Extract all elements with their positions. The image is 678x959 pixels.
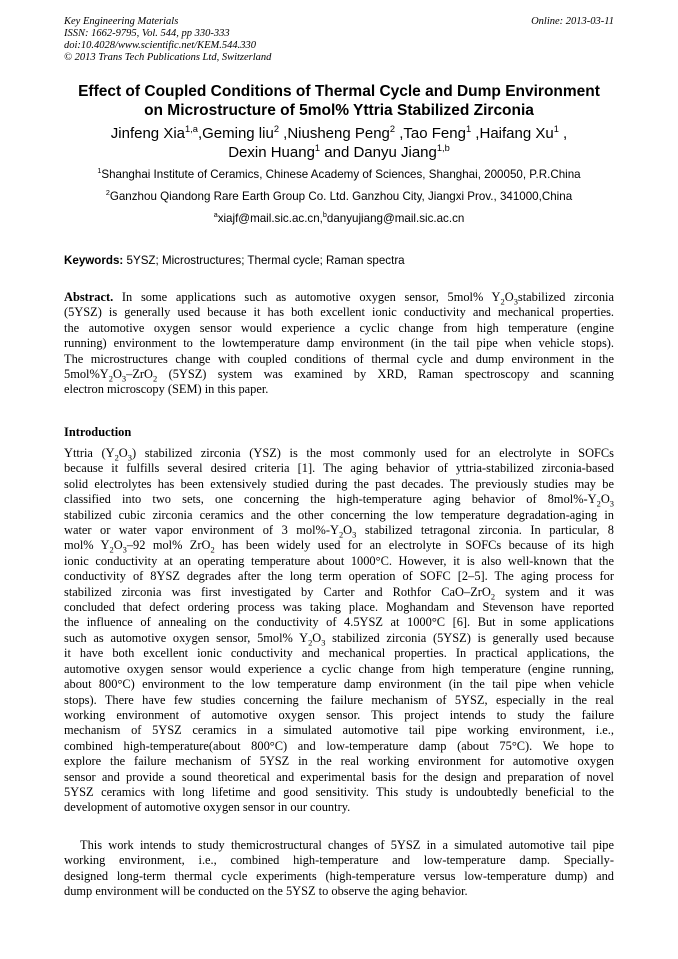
paper-title: [40, 82, 638, 120]
text-line: the automotive oxygen sensor would experience a cyclic change from high temperature (engine: [64, 320, 614, 335]
author-affil-mark: 1,b: [436, 143, 450, 153]
text-line: automotive oxygen sensor would experience a cyclic change from high temperature (engine running,: [64, 661, 614, 676]
text-line: stops). There have few studies concerning the failure mechanism of 5YSZ, especially in the real: [64, 692, 614, 707]
keywords: [64, 254, 614, 268]
text-line: The microstructures change with coupled conditions of thermal cycle and dump environment in the: [64, 351, 614, 366]
affiliation-text: Shanghai Institute of Ceramics, Chinese Academy of Sciences, Shanghai, 200050, P.R.China: [101, 168, 581, 181]
text-line: concluded that defect ordering process was taking place. Moghandam and Stevenson have reported: [64, 600, 614, 615]
author-affil-mark: 2: [389, 124, 396, 134]
author-affil-mark: 1: [465, 124, 472, 134]
affiliation-text: Ganzhou Qiandong Rare Earth Group Co. Ltd. Ganzhou City, Jiangxi Prov., 341000,China: [109, 190, 573, 203]
author-name: Haifang Xu: [479, 125, 554, 142]
author-separator: ,: [471, 125, 480, 142]
author-affil-mark: 1: [553, 124, 559, 134]
text-line: designed long-term thermal cycle experiments (high-temperature versus low-temperature dump) and: [64, 868, 614, 883]
online-date: Online: 2013-03-11: [531, 16, 614, 27]
author-name: Tao Feng: [403, 125, 466, 142]
text-line: development of automotive oxygen sensor in our country.: [64, 800, 351, 815]
author-name: Dexin Huang: [228, 144, 315, 161]
title-line-1: Effect of Coupled Conditions of Thermal Cycle and Dump Environment: [78, 83, 600, 100]
author-affil-mark: 1,a: [185, 124, 198, 134]
abstract-label: Abstract.: [64, 290, 114, 304]
text-line: $5mol\%Y_2O_3-ZrO_2$ (5YSZ) system was examined by XRD, Raman spectroscopy and scanning: [64, 367, 614, 384]
text-line: dump environment will be conducted on the 5YSZ to observe the aging behavior.: [64, 884, 468, 899]
author-name: Jinfeng Xia: [110, 125, 185, 142]
text-line: such as automotive oxygen sensor, 5mol% $Y_2O_3$ stabilized zirconia (5YSZ) is generally used because: [64, 630, 614, 648]
affiliation-number: 2: [105, 188, 110, 198]
text-line: electron microscopy (SEM) in this paper.: [64, 382, 269, 397]
keywords-label: Keywords:: [64, 254, 124, 267]
text-line: explore the failure mechanism of 5YSZ in the real working environment for automotive oxygen: [64, 754, 614, 769]
email-link[interactable]: xiajf@mail.sic.ac.cn,: [217, 212, 323, 225]
author-line-1: [40, 124, 638, 143]
email-mark: b: [322, 210, 327, 220]
author-name: Geming liu: [202, 125, 274, 142]
text-line: the influence of annealing on the conductivity of 4.5YSZ at 1000°C [6]. But in some applications: [64, 615, 614, 630]
author-separator: ,: [395, 125, 404, 142]
journal-name: Key Engineering Materials: [64, 16, 179, 27]
journal-doi: doi:10.4028/www.scientific.net/KEM.544.330: [64, 40, 256, 51]
author-name: Niusheng Peng: [287, 125, 390, 142]
introduction-paragraph-2: [64, 838, 614, 900]
journal-copyright: © 2013 Trans Tech Publications Ltd, Switzerland: [64, 52, 272, 63]
text-line: solid electrolytes has been extensively studied during the past decades. The previously studies may be: [64, 476, 614, 491]
affiliation-number: 1: [97, 166, 102, 176]
text-line: running) environment to the lowtemperature damp environment (in the tail pipe when vehicle stops).: [64, 336, 614, 351]
author-list: [40, 124, 638, 162]
text-line: Abstract. In some applications such as automotive oxygen sensor, 5mol% $Y_2O_3stabilized$ zirconia: [64, 290, 615, 307]
text-line: Yttria $(Y_2O_3)$ stabilized zirconia (YSZ) is the most commonly used for an electrolyte in SOFCs: [64, 446, 614, 463]
affiliation-2: [40, 190, 638, 204]
author-line-2: [40, 143, 638, 162]
email-link[interactable]: danyujiang@mail.sic.ac.cn: [326, 212, 465, 225]
author-emails: [40, 212, 638, 226]
author-separator: ,: [197, 125, 203, 142]
text-line: sensor and provide a sound theoretical and experimental basis for the design and preparation of novel: [64, 769, 614, 784]
affiliation-1: [40, 168, 638, 182]
text-line: working environment of automotive oxygen sensor. This project intends to study the failure: [64, 707, 614, 722]
text-line: classified into two sets, one concerning the high-temperature aging behavior of $8mol\%-Y_2O_3$: [64, 492, 614, 509]
text-line: stabilized cubic zirconia ceramics and the other concerning the low temperature degradation-aging in: [64, 507, 614, 522]
text-line: mol% $Y_2O_3-92$ mol% ZrO$_2$ has been widely used for an electrolyte in SOFCs because of its high: [64, 538, 614, 555]
text-line: it have both excellent ionic conductivity and mechanical properties. In practical applications, the: [64, 646, 614, 661]
text-line: conductivity of 8YSZ degrades after the long term operation of SOFC [2–5]. The aging process for: [64, 569, 614, 584]
author-separator: ,: [278, 125, 288, 142]
text-line: 5YSZ ceramics with long lifetime and good sensitivity. This study is undoubtedly beneficial to the: [64, 784, 614, 799]
title-line-2: on Microstructure of 5mol% Yttria Stabilized Zirconia: [144, 102, 534, 119]
text-line: stabilized zirconia was first investigated by Carter and Rothfor CaO–ZrO$_2$ system and it was: [64, 584, 615, 602]
text-line: This work intends to study themicrostructural changes of 5YSZ in a simulated automotive tail pipe: [80, 838, 614, 852]
introduction-paragraph-1: [64, 446, 614, 816]
author-affil-mark: 1: [314, 143, 321, 153]
section-heading-introduction: Introduction: [64, 425, 132, 439]
text-line: working environment, i.e., combined high-temperature and low-temperature damp. Specially-: [64, 853, 614, 868]
text-line: ionic conductivity at an operating temperature about 1000°C. However, it is also well-known that the: [64, 553, 614, 568]
keywords-text: 5YSZ; Microstructures; Thermal cycle; Raman spectra: [126, 254, 405, 267]
author-separator: ,: [558, 125, 568, 142]
author-separator: and: [320, 144, 354, 161]
text-line: (5YSZ) is generally used because it has both excellent ionic conductivity and mechanical properties.: [64, 305, 614, 320]
email-mark: a: [213, 210, 218, 220]
journal-header: [64, 16, 271, 64]
abstract: [64, 290, 614, 398]
text-line: mechanism of 5YSZ ceramics in a simulated automotive tail pipe working environment, i.e.,: [64, 723, 614, 738]
author-name: Danyu Jiang: [353, 144, 437, 161]
journal-issn: ISSN: 1662-9795, Vol. 544, pp 330-333: [64, 28, 230, 39]
text-line: about 800°C) environment to the low temperature damp environment (in the tail pipe when vehicle: [64, 677, 614, 692]
text-line: water or water vapor environment of 3 $mol\%-Y_2O_3$ stabilized tetragonal zirconia. In particular, 8: [64, 523, 615, 540]
text-line: because it fulfills several desired criteria [1]. The aging behavior of yttria-stabilized zirconia-based: [64, 461, 614, 476]
author-affil-mark: 2: [273, 124, 279, 134]
text-line: combined high-temperature(about 800°C) and low-temperature damp (about 75°C). We hope to: [64, 738, 614, 753]
